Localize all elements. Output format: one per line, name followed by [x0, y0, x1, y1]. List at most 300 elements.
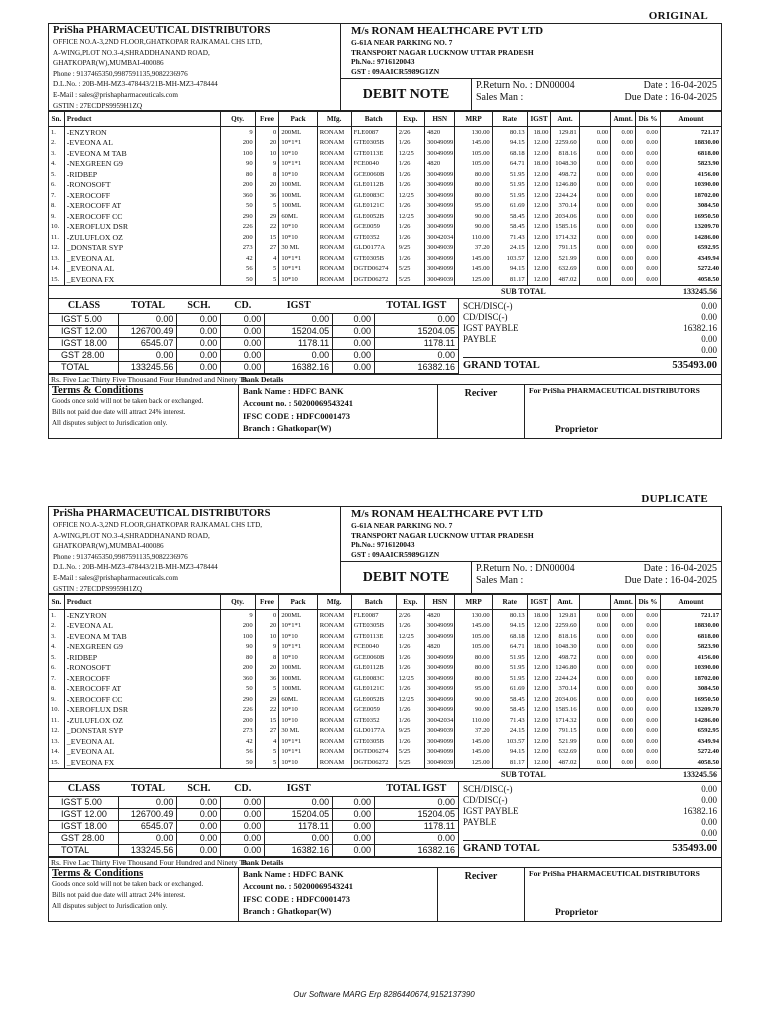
gst-row: [49, 313, 459, 325]
item-sn: 12.: [49, 726, 65, 737]
item-batch: GCE0059: [351, 222, 396, 233]
item-amt: 2034.06: [551, 211, 579, 222]
item-amount: 18830.00: [660, 138, 721, 149]
customer-block: [341, 24, 721, 110]
item-dis: 0.00: [636, 222, 661, 233]
item-mrp: 105.00: [455, 642, 492, 653]
item-product: -ENZYRON: [64, 610, 220, 621]
item-sn: 4.: [49, 642, 65, 653]
item-mfg: RONAM: [317, 211, 351, 222]
items-col-header: [579, 112, 611, 127]
item-rate: 68.18: [492, 148, 527, 159]
distributor-address-3: GHATKOPAR(W),MUMBAI-400086: [53, 59, 164, 68]
table-row: [49, 159, 722, 170]
gst-cell: 126700.49: [119, 325, 177, 337]
item-c: 0.00: [579, 232, 611, 243]
item-mfg: RONAM: [317, 274, 351, 285]
item-c: 0.00: [579, 663, 611, 674]
item-hsn: 30049099: [424, 222, 454, 233]
item-product: _EVEONA FX: [64, 757, 220, 768]
item-mrp: 125.00: [455, 274, 492, 285]
item-pack: 60ML: [279, 211, 317, 222]
table-row: [49, 663, 722, 674]
item-sn: 2.: [49, 621, 65, 632]
item-amt: 1246.80: [551, 180, 579, 191]
item-qty: 50: [220, 684, 255, 695]
item-batch: GLE0083C: [351, 673, 396, 684]
item-amt: 791.15: [551, 726, 579, 737]
item-pack: 10*1*1: [279, 747, 317, 758]
item-batch: GLE0083C: [351, 190, 396, 201]
customer-phone: Ph.No.: 9716120043: [351, 540, 415, 550]
item-pack: 10*10: [279, 652, 317, 663]
item-product: -RIDBEP: [64, 169, 220, 180]
gst-cell: 0.00: [221, 325, 265, 337]
item-mrp: 80.00: [455, 663, 492, 674]
item-mrp: 145.00: [455, 253, 492, 264]
gst-cell: 0.00: [221, 361, 265, 373]
item-dis: 0.00: [636, 148, 661, 159]
item-hsn: 30049099: [424, 673, 454, 684]
item-rate: 64.71: [492, 159, 527, 170]
signatory-name: For PriSha PHARMACEUTICAL DISTRIBUTORS: [529, 868, 700, 878]
item-amt: 498.72: [551, 169, 579, 180]
item-rate: 94.15: [492, 138, 527, 149]
gst-cell: 0.00: [265, 313, 333, 325]
item-free: 5: [255, 274, 279, 285]
distributor-block: [49, 24, 341, 110]
item-dis: 0.00: [636, 274, 661, 285]
items-col-header: [579, 595, 611, 610]
item-c: 0.00: [579, 642, 611, 653]
item-batch: GTE0305B: [351, 138, 396, 149]
item-sn: 3.: [49, 148, 65, 159]
item-sn: 14.: [49, 264, 65, 275]
table-row: [49, 232, 722, 243]
gst-row: [49, 796, 459, 808]
customer-gst: GST : 09AAICR5989G1ZN: [351, 66, 440, 76]
sch-disc-value: 0.00: [701, 783, 717, 794]
item-product: -EVEONA AL: [64, 621, 220, 632]
document-date: Date : 16-04-2025: [643, 563, 717, 574]
gst-row: [49, 337, 459, 349]
item-sn: 5.: [49, 169, 65, 180]
gst-cell: 6545.07: [119, 337, 177, 349]
item-exp: 1/26: [396, 642, 424, 653]
item-exp: 12/25: [396, 673, 424, 684]
item-c: 0.00: [579, 253, 611, 264]
item-amnt: 0.00: [611, 631, 636, 642]
item-pack: 10*1*1: [279, 159, 317, 170]
item-rate: 51.95: [492, 169, 527, 180]
gst-cell: 0.00: [333, 832, 375, 844]
item-qty: 226: [220, 222, 255, 233]
gst-col-header: [333, 299, 375, 314]
table-row: [49, 274, 722, 285]
item-sn: 10.: [49, 705, 65, 716]
item-pack: 100ML: [279, 190, 317, 201]
gst-cell: 0.00: [221, 832, 265, 844]
item-rate: 64.71: [492, 642, 527, 653]
software-footer: Our Software MARG Erp 8286440674,9152137390: [293, 990, 475, 999]
bank-account: Account no. : 50200069543241: [243, 398, 354, 408]
item-pack: 10*10: [279, 715, 317, 726]
item-dis: 0.00: [636, 264, 661, 275]
item-mrp: 110.00: [455, 715, 492, 726]
item-free: 20: [255, 663, 279, 674]
item-amt: 129.81: [551, 127, 579, 138]
bank-name: Bank Name : HDFC BANK: [243, 868, 344, 879]
grand-total-label: GRAND TOTAL: [463, 842, 540, 854]
gst-col-header: CLASS: [49, 782, 119, 797]
item-amnt: 0.00: [611, 211, 636, 222]
item-product: -XEROCOFF: [64, 673, 220, 684]
item-free: 9: [255, 642, 279, 653]
tax-section: [48, 299, 722, 375]
item-sn: 7.: [49, 190, 65, 201]
item-batch: GTE0113E: [351, 148, 396, 159]
item-exp: 5/25: [396, 747, 424, 758]
gst-col-header: CD.: [221, 782, 265, 797]
item-free: 0: [255, 127, 279, 138]
terms-line-2: Bills not paid due date will attract 24% interest.: [52, 407, 186, 416]
gst-row: [49, 832, 459, 844]
item-mrp: 145.00: [455, 736, 492, 747]
item-mrp: 80.00: [455, 169, 492, 180]
item-amt: 2244.24: [551, 190, 579, 201]
item-sn: 9.: [49, 694, 65, 705]
item-amt: 1585.16: [551, 222, 579, 233]
item-rate: 80.13: [492, 127, 527, 138]
item-qty: 9: [220, 127, 255, 138]
items-col-header: Dis %: [636, 112, 661, 127]
item-product: _EVEONA AL: [64, 264, 220, 275]
item-c: 0.00: [579, 747, 611, 758]
item-igst: 12.00: [527, 190, 551, 201]
gst-row: [49, 844, 459, 856]
gst-cell: 0.00: [375, 832, 459, 844]
table-row: [49, 148, 722, 159]
item-mrp: 145.00: [455, 138, 492, 149]
item-hsn: 30049099: [424, 264, 454, 275]
item-igst: 18.00: [527, 127, 551, 138]
item-dis: 0.00: [636, 663, 661, 674]
distributor-name: PriSha PHARMACEUTICAL DISTRIBUTORS: [53, 25, 271, 36]
terms-line-3: All disputes subject to Jurisdication only.: [52, 901, 168, 910]
item-mfg: RONAM: [317, 694, 351, 705]
item-exp: 1/26: [396, 232, 424, 243]
item-amount: 10390.00: [660, 663, 721, 674]
gst-cell: 0.00: [333, 361, 375, 373]
item-igst: 12.00: [527, 694, 551, 705]
table-row: [49, 243, 722, 254]
item-free: 5: [255, 264, 279, 275]
customer-address-2: TRANSPORT NAGAR LUCKNOW UTTAR PRADESH: [351, 47, 534, 57]
item-mrp: 105.00: [455, 159, 492, 170]
item-amount: 6592.95: [660, 726, 721, 737]
item-igst: 12.00: [527, 663, 551, 674]
gst-cell: 0.00: [375, 796, 459, 808]
item-c: 0.00: [579, 264, 611, 275]
item-qty: 100: [220, 148, 255, 159]
items-col-header: Pack: [279, 112, 317, 127]
item-exp: 5/25: [396, 264, 424, 275]
item-dis: 0.00: [636, 138, 661, 149]
customer-address-1: G-61A NEAR PARKING NO. 7: [351, 521, 453, 530]
item-amount: 4156.00: [660, 169, 721, 180]
gst-cell: 15204.05: [375, 808, 459, 820]
item-mfg: RONAM: [317, 138, 351, 149]
item-amnt: 0.00: [611, 642, 636, 653]
items-col-header: Exp.: [396, 112, 424, 127]
item-hsn: 30049099: [424, 652, 454, 663]
item-qty: 200: [220, 180, 255, 191]
item-rate: 68.18: [492, 631, 527, 642]
item-batch: GTE0305B: [351, 736, 396, 747]
return-number: P.Return No. : DN00004: [476, 80, 575, 91]
item-dis: 0.00: [636, 232, 661, 243]
item-product: _DONSTAR SYP: [64, 243, 220, 254]
item-rate: 58.45: [492, 222, 527, 233]
gst-col-header: IGST: [265, 299, 333, 314]
item-mrp: 95.00: [455, 684, 492, 695]
items-col-header: Amount: [660, 595, 721, 610]
item-c: 0.00: [579, 736, 611, 747]
item-dis: 0.00: [636, 642, 661, 653]
gst-col-header: [333, 782, 375, 797]
item-exp: 1/26: [396, 705, 424, 716]
item-sn: 15.: [49, 274, 65, 285]
item-igst: 18.00: [527, 642, 551, 653]
document-title: DEBIT NOTE: [341, 79, 472, 110]
item-mfg: RONAM: [317, 610, 351, 621]
item-mfg: RONAM: [317, 705, 351, 716]
item-product: -XEROCOFF CC: [64, 694, 220, 705]
terms-title: Terms & Conditions: [52, 384, 144, 396]
tax-section: [48, 782, 722, 858]
item-amount: 6592.95: [660, 243, 721, 254]
debit-note-original: [48, 23, 722, 439]
item-amt: 632.69: [551, 747, 579, 758]
terms-line-1: Goods once sold will not be taken back or exchanged.: [52, 396, 204, 405]
gst-cell: 0.00: [177, 808, 221, 820]
item-hsn: 4820: [424, 610, 454, 621]
items-table: [48, 594, 722, 769]
distributor-dl: D.L.No. : 20B-MH-MZ3-478443/21B-MH-MZ3-478444: [53, 80, 218, 89]
gst-cell: 0.00: [177, 325, 221, 337]
item-sn: 6.: [49, 663, 65, 674]
item-product: _EVEONA AL: [64, 736, 220, 747]
terms-line-3: All disputes subject to Jurisdication only.: [52, 418, 168, 427]
salesman: Sales Man :: [476, 575, 524, 586]
gst-cell: IGST 12.00: [49, 808, 119, 820]
item-c: 0.00: [579, 148, 611, 159]
igst-payble-label: IGST PAYBLE: [463, 322, 519, 333]
item-c: 0.00: [579, 694, 611, 705]
item-c: 0.00: [579, 726, 611, 737]
item-amount: 6818.00: [660, 631, 721, 642]
item-free: 20: [255, 138, 279, 149]
item-mfg: RONAM: [317, 190, 351, 201]
sch-disc-value: 0.00: [701, 300, 717, 311]
items-col-header: Qty.: [220, 112, 255, 127]
item-amount: 16950.50: [660, 211, 721, 222]
item-product: -XEROCOFF AT: [64, 684, 220, 695]
gst-cell: 1178.11: [375, 337, 459, 349]
gst-cell: 1178.11: [265, 820, 333, 832]
item-amount: 5823.90: [660, 159, 721, 170]
item-hsn: 30049099: [424, 694, 454, 705]
item-dis: 0.00: [636, 243, 661, 254]
proprietor-label: Proprietor: [555, 907, 599, 918]
item-igst: 12.00: [527, 736, 551, 747]
document-meta: [472, 79, 721, 110]
gst-row: [49, 349, 459, 361]
item-c: 0.00: [579, 610, 611, 621]
item-free: 5: [255, 201, 279, 212]
item-pack: 10*1*1: [279, 736, 317, 747]
item-igst: 12.00: [527, 264, 551, 275]
item-mfg: RONAM: [317, 264, 351, 275]
gst-cell: 0.00: [265, 796, 333, 808]
gst-cell: 0.00: [333, 808, 375, 820]
item-amnt: 0.00: [611, 652, 636, 663]
item-igst: 12.00: [527, 253, 551, 264]
bank-branch: Branch : Ghatkopar(W): [243, 423, 332, 433]
item-batch: GLE0112B: [351, 180, 396, 191]
item-product: -RONOSOFT: [64, 180, 220, 191]
item-c: 0.00: [579, 211, 611, 222]
item-exp: 1/26: [396, 663, 424, 674]
item-amnt: 0.00: [611, 757, 636, 768]
item-rate: 94.15: [492, 621, 527, 632]
gst-cell: 0.00: [333, 820, 375, 832]
item-exp: 1/26: [396, 222, 424, 233]
table-row: [49, 652, 722, 663]
item-pack: 10*10: [279, 222, 317, 233]
item-batch: GTE0352: [351, 715, 396, 726]
item-hsn: 30049099: [424, 705, 454, 716]
bank-block: [239, 868, 438, 921]
gst-cell: 1178.11: [375, 820, 459, 832]
item-amt: 1585.16: [551, 705, 579, 716]
table-row: [49, 673, 722, 684]
items-col-header: Batch: [351, 112, 396, 127]
item-hsn: 4820: [424, 127, 454, 138]
item-hsn: 30049099: [424, 747, 454, 758]
signatory-name: For PriSha PHARMACEUTICAL DISTRIBUTORS: [529, 385, 700, 395]
item-amount: 3084.50: [660, 201, 721, 212]
item-amnt: 0.00: [611, 264, 636, 275]
items-col-header: Sn.: [49, 112, 65, 127]
due-date: Due Date : 16-04-2025: [624, 92, 717, 103]
item-hsn: 4820: [424, 642, 454, 653]
gst-cell: 0.00: [177, 337, 221, 349]
item-amt: 1048.30: [551, 159, 579, 170]
item-qty: 360: [220, 190, 255, 201]
item-batch: DGTD06272: [351, 274, 396, 285]
item-exp: 5/25: [396, 274, 424, 285]
item-amnt: 0.00: [611, 201, 636, 212]
grand-total-value: 535493.00: [672, 359, 717, 371]
item-mfg: RONAM: [317, 232, 351, 243]
copy-label-original: ORIGINAL: [648, 10, 708, 22]
gst-cell: 0.00: [333, 337, 375, 349]
item-mfg: RONAM: [317, 715, 351, 726]
item-qty: 56: [220, 747, 255, 758]
item-sn: 7.: [49, 673, 65, 684]
item-sn: 11.: [49, 715, 65, 726]
item-c: 0.00: [579, 652, 611, 663]
item-amt: 370.14: [551, 201, 579, 212]
item-exp: 12/25: [396, 211, 424, 222]
gst-cell: 16382.16: [265, 844, 333, 856]
item-mfg: RONAM: [317, 757, 351, 768]
item-pack: 100ML: [279, 684, 317, 695]
item-amnt: 0.00: [611, 673, 636, 684]
item-product: -EVEONA AL: [64, 138, 220, 149]
item-igst: 12.00: [527, 201, 551, 212]
items-col-header: Amt.: [551, 595, 579, 610]
item-hsn: 30049099: [424, 180, 454, 191]
distributor-address-3: GHATKOPAR(W),MUMBAI-400086: [53, 542, 164, 551]
gst-row: [49, 361, 459, 373]
item-c: 0.00: [579, 715, 611, 726]
sch-disc-label: SCH/DISC(-): [463, 783, 513, 794]
items-col-header: Qty.: [220, 595, 255, 610]
table-row: [49, 621, 722, 632]
item-rate: 24.15: [492, 243, 527, 254]
table-row: [49, 642, 722, 653]
item-pack: 100ML: [279, 180, 317, 191]
signatory-block: [525, 868, 721, 921]
item-rate: 81.17: [492, 274, 527, 285]
item-qty: 226: [220, 705, 255, 716]
subtotal-row: [48, 769, 722, 782]
distributor-name: PriSha PHARMACEUTICAL DISTRIBUTORS: [53, 508, 271, 519]
item-mfg: RONAM: [317, 747, 351, 758]
item-igst: 12.00: [527, 652, 551, 663]
item-hsn: 30049099: [424, 631, 454, 642]
item-rate: 80.13: [492, 610, 527, 621]
gst-cell: 133245.56: [119, 361, 177, 373]
sch-disc-label: SCH/DISC(-): [463, 300, 513, 311]
item-qty: 200: [220, 663, 255, 674]
subtotal-label: SUB TOTAL: [501, 770, 546, 779]
item-rate: 51.95: [492, 180, 527, 191]
item-hsn: 30049039: [424, 757, 454, 768]
item-free: 8: [255, 169, 279, 180]
item-batch: GTE0305B: [351, 621, 396, 632]
item-sn: 13.: [49, 736, 65, 747]
item-exp: 2/26: [396, 610, 424, 621]
item-qty: 90: [220, 159, 255, 170]
subtotal-row: [48, 286, 722, 299]
item-mrp: 110.00: [455, 232, 492, 243]
item-free: 10: [255, 148, 279, 159]
item-batch: GLE0121C: [351, 201, 396, 212]
item-product: _EVEONA FX: [64, 274, 220, 285]
gst-row: [49, 325, 459, 337]
item-batch: GCE0060B: [351, 652, 396, 663]
item-c: 0.00: [579, 684, 611, 695]
distributor-email: E-Mail : sales@prishapharmaceuticals.com: [53, 90, 178, 99]
items-col-header: Amt.: [551, 112, 579, 127]
item-sn: 10.: [49, 222, 65, 233]
item-product: -XEROCOFF AT: [64, 201, 220, 212]
items-col-header: HSN: [424, 112, 454, 127]
item-pack: 200ML: [279, 610, 317, 621]
